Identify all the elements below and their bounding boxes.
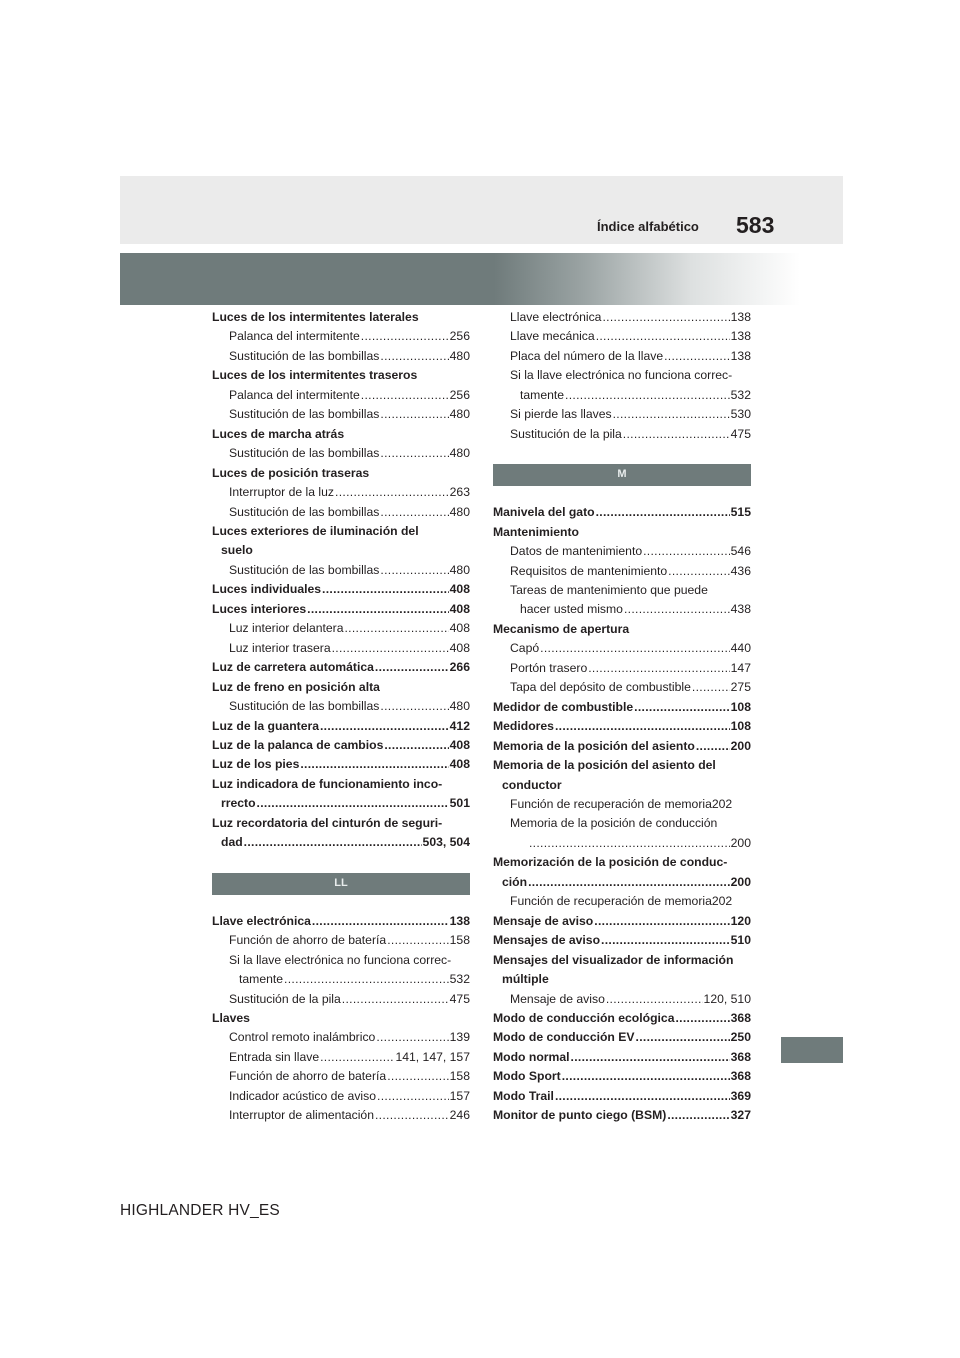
section-title: Índice alfabético <box>597 219 699 234</box>
entry-text: Luz interior delantera <box>229 621 344 636</box>
index-subentry <box>212 639 470 658</box>
page-ref[interactable]: 200 <box>730 835 751 850</box>
index-entry <box>493 503 751 522</box>
index-subentry <box>212 931 470 950</box>
entry-text: Llave electrónica <box>510 310 602 324</box>
page-ref[interactable]: 368 <box>730 1069 751 1084</box>
page-ref[interactable]: 141, 147, 157 <box>395 1049 470 1064</box>
page-ref[interactable]: 480 <box>449 504 470 519</box>
index-entry <box>493 912 751 931</box>
index-subentry <box>212 483 470 502</box>
index-entry <box>493 1087 751 1106</box>
index-entry-continued: conductor <box>502 777 562 792</box>
index-entry <box>493 1028 751 1047</box>
page-ref[interactable]: 138 <box>730 348 751 363</box>
page-ref[interactable]: 157 <box>449 1088 470 1103</box>
index-entry-continued <box>212 833 470 852</box>
index-subentry <box>493 639 751 658</box>
entry-text: Palanca del intermitente <box>229 387 360 402</box>
index-subentry <box>212 327 470 346</box>
header-gradient-bar <box>120 253 800 305</box>
index-subentry-continued <box>212 970 470 989</box>
index-entry: Luz recordatoria del cinturón de seguri- <box>212 815 443 830</box>
entry-text: Modo Sport <box>493 1069 561 1084</box>
entry-text: Función de ahorro de batería <box>229 933 387 948</box>
index-entry: Luz de freno en posición alta <box>212 679 380 694</box>
index-entry: Mensajes del visualizador de información <box>493 952 734 967</box>
index-entry: Luces de los intermitentes traseros <box>212 368 418 383</box>
page-ref[interactable]: 438 <box>730 602 751 617</box>
section-header-ll: LL <box>212 873 470 895</box>
index-entry <box>212 912 470 931</box>
entry-text: Sustitución de las bombillas <box>229 562 380 577</box>
page-ref[interactable]: 480 <box>449 699 470 714</box>
entry-text: Monitor de punto ciego (BSM) <box>493 1108 667 1123</box>
page-ref[interactable]: 480 <box>449 348 470 363</box>
page-ref[interactable]: 532 <box>730 387 751 402</box>
index-subentry <box>493 347 751 366</box>
entry-text: Llave mecánica <box>510 329 595 344</box>
index-entry <box>212 658 470 677</box>
entry-text: Modo normal <box>493 1049 570 1064</box>
page-ref[interactable]: 327 <box>730 1108 751 1123</box>
page-ref[interactable]: 412 <box>449 718 470 733</box>
page-ref[interactable]: 158 <box>449 933 470 948</box>
index-subentry <box>212 1087 470 1106</box>
index-subentry <box>212 444 470 463</box>
index-entry <box>212 755 470 774</box>
index-subentry <box>212 697 470 716</box>
index-subentry <box>212 561 470 580</box>
index-entry-continued: suelo <box>221 543 253 558</box>
index-subentry[interactable]: Función de recuperación de memoria202 <box>510 796 733 811</box>
entry-text: Luces interiores <box>212 601 307 616</box>
index-subentry: Memoria de la posición de conducción <box>510 816 718 831</box>
entry-text: tamente <box>520 387 565 402</box>
index-subentry <box>212 990 470 1009</box>
page-ref[interactable]: 408 <box>449 737 470 752</box>
page-ref[interactable]: 120 <box>730 913 751 928</box>
page-ref[interactable]: 510 <box>730 933 751 948</box>
entry-text: Modo de conducción EV <box>493 1030 635 1045</box>
entry-text: Luz de carretera automática <box>212 660 374 675</box>
page-ref[interactable]: 515 <box>730 505 751 520</box>
entry-text: Modo Trail <box>493 1088 554 1103</box>
header-band <box>120 176 843 244</box>
index-subentry-continued <box>493 600 751 619</box>
page-ref[interactable]: 480 <box>449 562 470 577</box>
page-ref[interactable]: 408 <box>449 601 470 616</box>
entry-text: Capó <box>510 641 540 656</box>
index-subentry <box>212 1028 470 1047</box>
page-ref[interactable]: 120, 510 <box>703 991 751 1006</box>
entry-text: Sustitución de la pila <box>510 426 622 441</box>
index-subentry: Tareas de mantenimiento que puede <box>510 582 708 597</box>
entry-text: Palanca del intermitente <box>229 329 360 344</box>
index-entry <box>493 717 751 736</box>
index-entry: Llaves <box>212 1010 250 1025</box>
index-entry <box>493 1009 751 1028</box>
index-subentry <box>493 405 751 424</box>
entry-text: Sustitución de la pila <box>229 991 341 1006</box>
page-ref[interactable]: 139 <box>449 1030 470 1045</box>
page-ref[interactable]: 501 <box>449 796 470 811</box>
index-subentry <box>212 1067 470 1086</box>
index-entry <box>212 717 470 736</box>
index-subentry <box>212 405 470 424</box>
entry-text: Sustitución de las bombillas <box>229 699 380 714</box>
index-entry-continued <box>212 794 470 813</box>
index-subentry <box>212 386 470 405</box>
index-subentry: Si la llave electrónica no funciona correc- <box>229 952 452 967</box>
index-entry: Memoria de la posición del asiento del <box>493 758 716 773</box>
page-ref[interactable]: 263 <box>449 485 470 500</box>
index-subentry <box>212 619 470 638</box>
entry-text: Si pierde las llaves <box>510 407 612 422</box>
footer-model: HIGHLANDER HV_ES <box>120 1202 280 1219</box>
page-ref[interactable]: 475 <box>449 991 470 1006</box>
index-subentry <box>493 425 751 444</box>
entry-text: Memoria de la posición del asiento <box>493 738 695 753</box>
entry-text: Mensajes de aviso <box>493 933 601 948</box>
page-ref[interactable]: 108 <box>730 699 751 714</box>
index-entry <box>493 1067 751 1086</box>
index-subentry <box>493 542 751 561</box>
index-entry: Luces exteriores de iluminación del <box>212 523 419 538</box>
entry-text: hacer usted mismo <box>520 602 623 617</box>
entry-text: Entrada sin llave <box>229 1049 320 1064</box>
page-number: 583 <box>736 212 775 238</box>
index-subentry[interactable]: Función de recuperación de memoria202 <box>510 894 733 909</box>
entry-text: Medidor de combustible <box>493 699 634 714</box>
page-ref[interactable]: 503, 504 <box>422 835 470 850</box>
index-subentry <box>493 327 751 346</box>
entry-text: Datos de mantenimiento <box>510 544 643 559</box>
page-ref[interactable]: 200 <box>730 874 751 889</box>
index-column-right <box>493 308 751 1126</box>
entry-text: Sustitución de las bombillas <box>229 348 380 363</box>
page-ref[interactable]: 138 <box>449 913 470 928</box>
entry-text: Placa del número de la llave <box>510 348 664 363</box>
entry-text: Sustitución de las bombillas <box>229 407 380 422</box>
page-ref[interactable]: 436 <box>730 563 751 578</box>
page-ref[interactable]: 480 <box>449 407 470 422</box>
page-ref[interactable]: 256 <box>449 387 470 402</box>
index-entry <box>212 580 470 599</box>
page-ref[interactable]: 408 <box>449 582 470 597</box>
entry-text: Luz de la palanca de cambios <box>212 737 384 752</box>
index-subentry <box>212 503 470 522</box>
index-subentry <box>212 1048 470 1067</box>
index-subentry-continued <box>493 386 751 405</box>
page-ref[interactable]: 250 <box>730 1030 751 1045</box>
entry-text: Control remoto inalámbrico <box>229 1030 376 1045</box>
entry-text: Luz interior trasera <box>229 640 331 655</box>
page-ref[interactable]: 108 <box>730 719 751 734</box>
page-ref[interactable]: 440 <box>730 641 751 656</box>
index-subentry <box>493 678 751 697</box>
entry-text: Sustitución de las bombillas <box>229 446 380 461</box>
entry-text: Luz de los pies <box>212 757 300 772</box>
page-ref[interactable]: 480 <box>449 446 470 461</box>
index-subentry <box>493 659 751 678</box>
index-entry <box>493 1106 751 1125</box>
index-entry: Luz indicadora de funcionamiento inco- <box>212 776 443 791</box>
entry-text: Manivela del gato <box>493 505 595 520</box>
page-ref[interactable]: 158 <box>449 1069 470 1084</box>
index-entry <box>493 931 751 950</box>
index-subentry-continued <box>493 834 751 853</box>
index-entry <box>493 1048 751 1067</box>
index-subentry <box>493 990 751 1009</box>
page-ref[interactable]: 408 <box>449 621 470 636</box>
entry-text: Indicador acústico de aviso <box>229 1088 377 1103</box>
entry-text: Sustitución de las bombillas <box>229 504 380 519</box>
entry-text: Función de ahorro de batería <box>229 1069 387 1084</box>
entry-text: Modo de conducción ecológica <box>493 1010 675 1025</box>
entry-text: Portón trasero <box>510 660 588 675</box>
index-subentry: Si la llave electrónica no funciona correc- <box>510 368 733 383</box>
index-entry <box>212 736 470 755</box>
page-ref[interactable]: 408 <box>449 640 470 655</box>
entry-text: Mensaje de aviso <box>493 913 594 928</box>
entry-text: Tapa del depósito de combustible <box>510 680 691 695</box>
page-ref[interactable]: 246 <box>449 1108 470 1123</box>
page-ref[interactable]: 369 <box>730 1088 751 1103</box>
page-ref[interactable]: 532 <box>449 972 470 987</box>
thumb-index-tab <box>781 1037 843 1063</box>
entry-text: dad <box>221 835 243 850</box>
entry-text: Luces individuales <box>212 582 322 597</box>
entry-text: Luz de la guantera <box>212 718 319 733</box>
index-entry <box>493 698 751 717</box>
page-ref[interactable]: 266 <box>449 660 470 675</box>
index-entry: Luces de posición traseras <box>212 465 370 480</box>
index-entry: Mecanismo de apertura <box>493 621 630 636</box>
page-ref[interactable]: 475 <box>730 426 751 441</box>
page-ref[interactable]: 546 <box>730 544 751 559</box>
entry-text: ción <box>502 874 528 889</box>
page-ref[interactable]: 408 <box>449 757 470 772</box>
index-entry: Luces de los intermitentes laterales <box>212 310 419 324</box>
index-entry: Mantenimiento <box>493 524 579 539</box>
page-ref[interactable]: 138 <box>730 329 751 344</box>
entry-text: tamente <box>239 972 284 987</box>
entry-text: Interruptor de la luz <box>229 485 335 500</box>
page-ref[interactable]: 147 <box>730 660 751 675</box>
entry-text: Llave electrónica <box>212 913 311 928</box>
index-column-left <box>212 308 470 1126</box>
index-subentry <box>212 347 470 366</box>
index-subentry <box>212 1106 470 1125</box>
page-ref[interactable]: 275 <box>730 680 751 695</box>
page-ref[interactable]: 530 <box>730 407 751 422</box>
index-entry <box>212 600 470 619</box>
page-ref[interactable]: 138 <box>730 310 751 324</box>
index-entry-continued: múltiple <box>502 972 549 987</box>
entry-text: Mensaje de aviso <box>510 991 605 1006</box>
index-entry: Luces de marcha atrás <box>212 426 345 441</box>
entry-text: rrecto <box>221 796 256 811</box>
page-ref[interactable]: 368 <box>730 1010 751 1025</box>
index-subentry <box>493 308 751 327</box>
index-entry <box>493 737 751 756</box>
entry-text: Interruptor de alimentación <box>229 1108 374 1123</box>
index-entry: Memorización de la posición de conduc- <box>493 855 728 870</box>
section-header-m: M <box>493 464 751 486</box>
entry-text: Requisitos de mantenimiento <box>510 563 668 578</box>
page-ref[interactable]: 200 <box>730 738 751 753</box>
page-ref[interactable]: 256 <box>449 329 470 344</box>
index-subentry <box>493 562 751 581</box>
entry-text: Medidores <box>493 719 554 734</box>
page-ref[interactable]: 368 <box>730 1049 751 1064</box>
index-entry-continued <box>493 873 751 892</box>
